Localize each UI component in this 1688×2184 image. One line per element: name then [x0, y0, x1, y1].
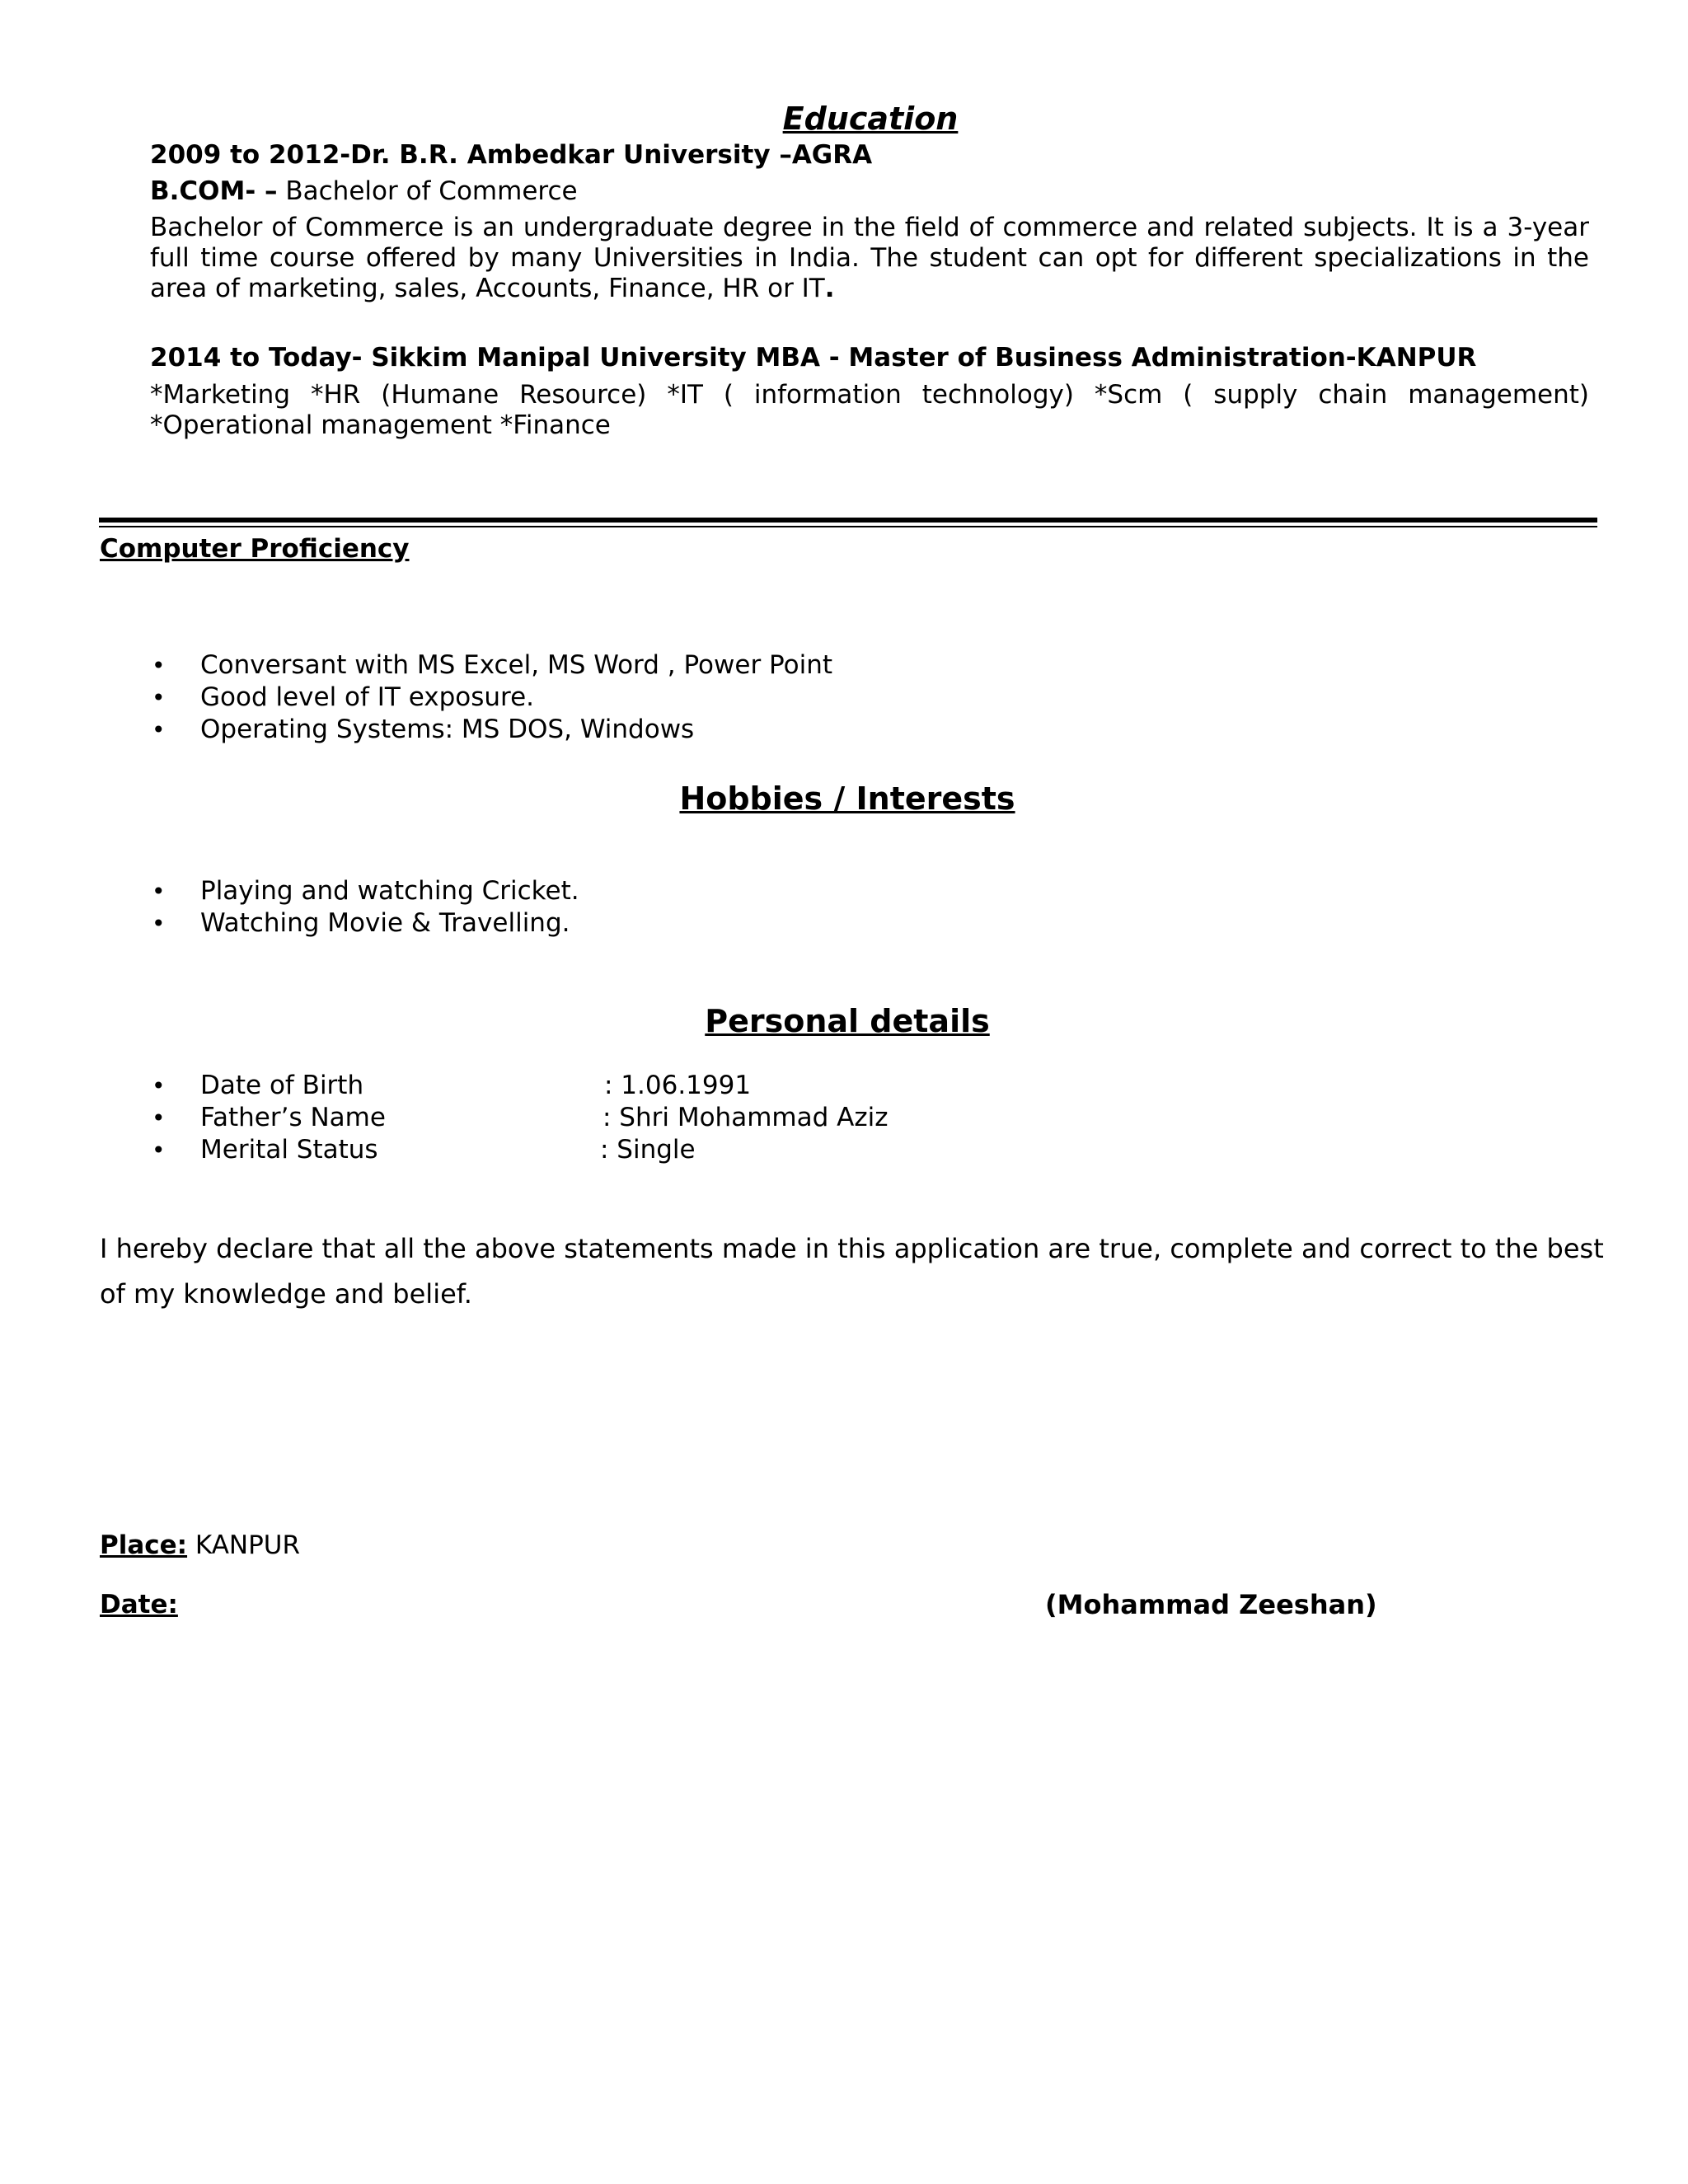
detail-label: Father’s Name — [200, 1103, 386, 1132]
education-heading: Education — [782, 101, 959, 137]
detail-value: : 1.06.1991 — [604, 1071, 752, 1100]
degree1-label: B.COM- – — [150, 176, 278, 206]
bullet-icon: • — [152, 1104, 166, 1132]
detail-value: : Single — [600, 1135, 696, 1165]
section-divider-thick — [99, 518, 1597, 523]
place-value: KANPUR — [187, 1530, 301, 1560]
bullet-icon: • — [152, 716, 166, 743]
bullet-icon: • — [152, 1137, 166, 1164]
personal-details-heading: Personal details — [705, 1003, 990, 1039]
degree1-header: 2009 to 2012-Dr. B.R. Ambedkar University –AGRA — [150, 140, 873, 170]
detail-label: Merital Status — [200, 1135, 378, 1165]
signature-name: (Mohammad Zeeshan) — [1045, 1589, 1377, 1620]
degree2-specializations-line1: *Marketing *HR (Humane Resource) *IT ( information technology) *Scm ( supply chain management) — [150, 380, 1589, 410]
bullet-icon: • — [152, 652, 166, 679]
degree1-description — [150, 213, 1589, 304]
place-label: Place: — [100, 1530, 188, 1560]
hobbies-heading: Hobbies / Interests — [679, 780, 1015, 817]
detail-value: : Shri Mohammad Aziz — [603, 1103, 889, 1132]
degree1-description-text: Bachelor of Commerce is an undergraduate degree in the field of commerce and related subjects. It is a 3-year full time course offered by many Universities in India. The student can opt for different specializations in the area of marketing, sales, Accounts, Finance, HR or IT — [150, 213, 1589, 303]
bullet-icon: • — [152, 910, 166, 937]
degree1-description-end: . — [824, 274, 835, 303]
place-line — [100, 1530, 300, 1560]
declaration-text: I hereby declare that all the above statements made in this application are true, complete and correct to the best of my knowledge and belief. — [100, 1233, 1604, 1310]
date-label: Date: — [100, 1590, 178, 1619]
bullet-icon: • — [152, 684, 166, 711]
bullet-icon: • — [152, 1072, 166, 1099]
section-divider-thin — [99, 526, 1597, 527]
detail-label: Date of Birth — [200, 1071, 364, 1100]
degree2-header: 2014 to Today- Sikkim Manipal University MBA - Master of Business Administration-KANPUR — [150, 343, 1477, 373]
bullet-icon: • — [152, 878, 166, 905]
degree2-specializations-line2: *Operational management *Finance — [150, 410, 611, 440]
degree1-name: Bachelor of Commerce — [277, 176, 578, 206]
computer-proficiency-heading: Computer Proficiency — [100, 534, 410, 564]
degree1-title — [150, 176, 578, 206]
